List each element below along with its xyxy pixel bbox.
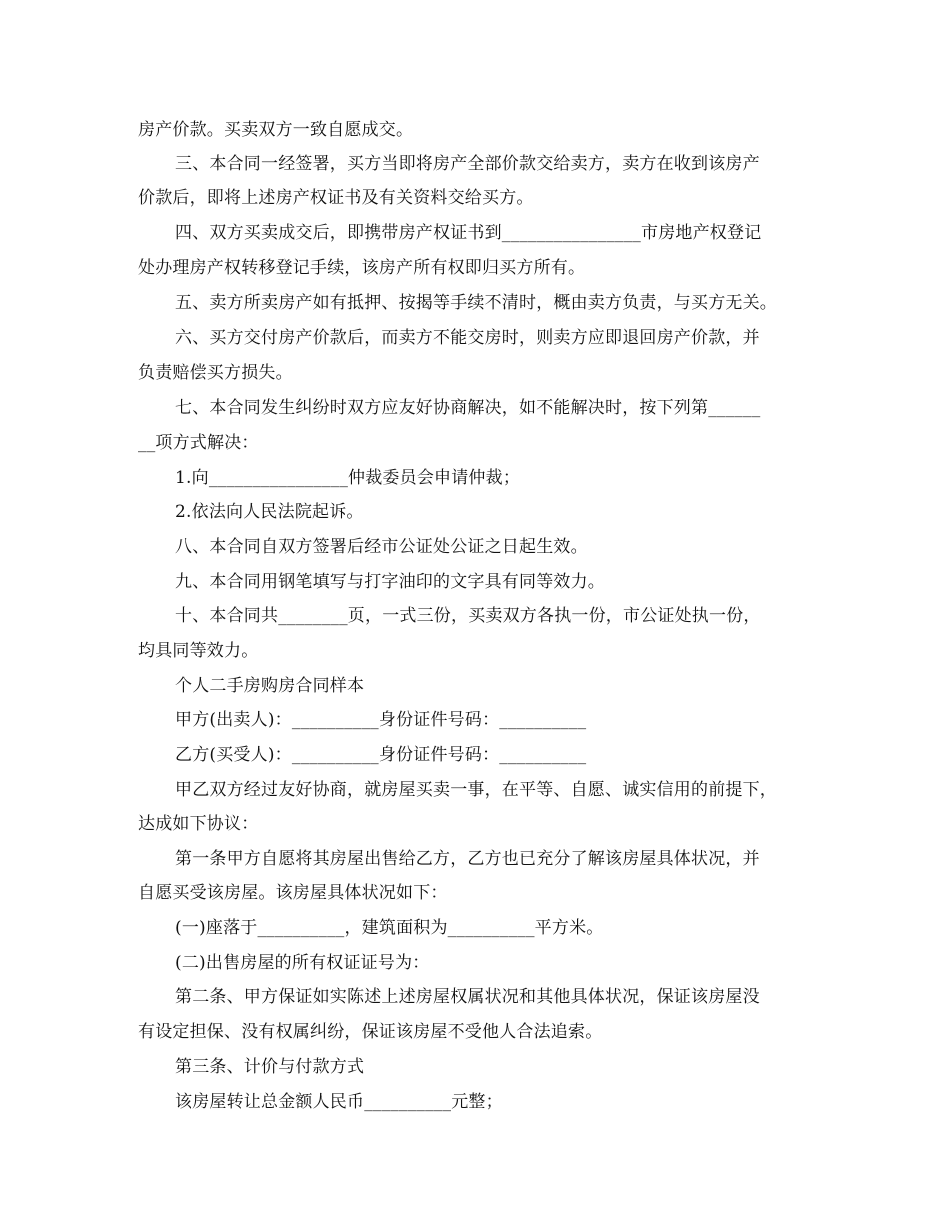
clause-3: 三、本合同一经签署，买方当即将房产全部价款交给卖方，卖方在收到该房产	[175, 154, 760, 174]
text-line: 价款后，即将上述房产权证书及有关资料交给买方。	[138, 188, 534, 208]
text-line: 处办理房产权转移登记手续，该房产所有权即归买方所有。	[138, 258, 586, 278]
clause-6: 六、买方交付房产价款后，而卖方不能交房时，则卖方应即退回房产价款，并	[175, 328, 760, 348]
list-item: 1.向________________仲裁委员会申请仲裁；	[175, 468, 521, 488]
clause-7: 七、本合同发生纠纷时双方应友好协商解决，如不能解决时，按下列第______	[175, 398, 761, 418]
clause-9: 九、本合同用钢笔填写与打字油印的文字具有同等效力。	[175, 572, 605, 592]
text-line: 房产价款。买卖双方一致自愿成交。	[138, 120, 414, 140]
text-line: 均具同等效力。	[138, 641, 259, 661]
intro-paragraph: 甲乙双方经过友好协商，就房屋买卖一事，在平等、自愿、诚实信用的前提下，	[175, 780, 777, 800]
article-1: 第一条甲方自愿将其房屋出售给乙方，乙方也已充分了解该房屋具体状况，并	[175, 849, 760, 869]
text-line: __项方式解决：	[138, 433, 259, 453]
list-item: (二)出售房屋的所有权证证号为：	[175, 953, 430, 973]
section-title: 个人二手房购房合同样本	[175, 676, 365, 696]
list-item: (一)座落于__________，建筑面积为__________平方米。	[175, 918, 604, 938]
article-2: 第二条、甲方保证如实陈述上述房屋权属状况和其他具体状况，保证该房屋没	[175, 987, 760, 1007]
text-line: 达成如下协议：	[138, 814, 259, 834]
article-3: 第三条、计价与付款方式	[175, 1057, 365, 1077]
clause-4: 四、双方买卖成交后，即携带房产权证书到________________市房地产权登记	[175, 223, 762, 243]
party-b-line: 乙方(买受人)：__________身份证件号码：__________	[175, 745, 587, 765]
list-item: 2.依法向人民法院起诉。	[175, 502, 364, 522]
clause-8: 八、本合同自双方签署后经市公证处公证之日起生效。	[175, 537, 588, 557]
clause-10: 十、本合同共________页，一式三份，买卖双方各执一份，市公证处执一份，	[175, 606, 761, 626]
text-line: 负责赔偿买方损失。	[138, 363, 293, 383]
party-a-line: 甲方(出卖人)：__________身份证件号码：__________	[175, 710, 587, 730]
text-line: 有设定担保、没有权属纠纷，保证该房屋不受他人合法追索。	[138, 1022, 603, 1042]
clause-5: 五、卖方所卖房产如有抵押、按揭等手续不清时，概由卖方负责，与买方无关。	[175, 293, 777, 313]
text-line: 该房屋转让总金额人民币__________元整；	[175, 1092, 503, 1112]
text-line: 自愿买受该房屋。该房屋具体状况如下：	[138, 883, 448, 903]
